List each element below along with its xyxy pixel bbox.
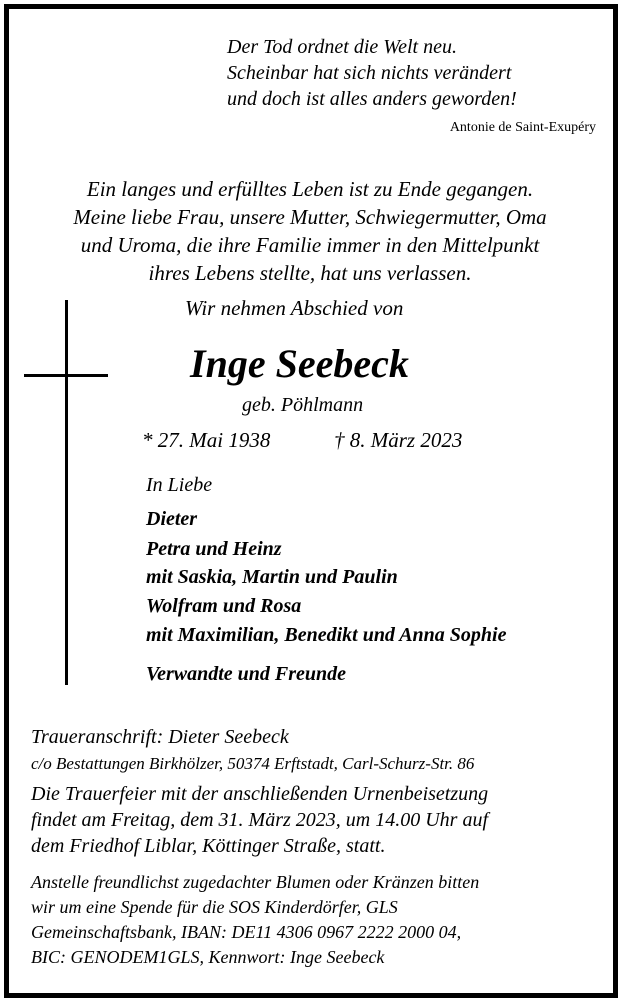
quote-author: Antonie de Saint-Exupéry bbox=[449, 120, 596, 135]
in-love-label: In Liebe bbox=[146, 474, 213, 496]
birth-date: * 27. Mai 1938 bbox=[142, 428, 271, 452]
relatives-line: Verwandte und Freunde bbox=[146, 663, 347, 685]
cross-vertical bbox=[65, 300, 68, 685]
donation-line-2: wir um eine Spende für die SOS Kinderdörfer, GLS bbox=[31, 897, 398, 917]
mourner-line-1: Dieter bbox=[146, 508, 198, 530]
death-date: † 8. März 2023 bbox=[334, 428, 463, 452]
quote-line-1: Der Tod ordnet die Welt neu. bbox=[227, 36, 457, 58]
mourner-line-3: mit Saskia, Martin und Paulin bbox=[146, 566, 398, 588]
ceremony-line-1: Die Trauerfeier mit der anschließenden Urnenbeisetzung bbox=[31, 783, 489, 805]
intro-line-3: und Uroma, die ihre Familie immer in den Mittelpunkt bbox=[80, 233, 540, 257]
donation-line-1: Anstelle freundlichst zugedachter Blumen oder Kränzen bitten bbox=[31, 872, 480, 892]
mourner-line-5: mit Maximilian, Benedikt und Anna Sophie bbox=[146, 624, 507, 646]
mourner-line-4: Wolfram und Rosa bbox=[146, 595, 302, 617]
quote-line-2: Scheinbar hat sich nichts verändert bbox=[227, 62, 512, 84]
mourner-line-2: Petra und Heinz bbox=[146, 538, 282, 560]
address-heading: Traueranschrift: Dieter Seebeck bbox=[31, 726, 289, 748]
deceased-name: Inge Seebeck bbox=[190, 341, 409, 386]
intro-line-4: ihres Lebens stellte, hat uns verlassen. bbox=[148, 261, 472, 285]
address-line: c/o Bestattungen Birkhölzer, 50374 Erftstadt, Carl-Schurz-Str. 86 bbox=[31, 754, 475, 773]
intro-line-1: Ein langes und erfülltes Leben ist zu Ende gegangen. bbox=[86, 177, 534, 201]
ceremony-line-3: dem Friedhof Liblar, Köttinger Straße, statt. bbox=[31, 835, 386, 857]
donation-line-4: BIC: GENODEM1GLS, Kennwort: Inge Seebeck bbox=[31, 947, 385, 967]
intro-line-2: Meine liebe Frau, unsere Mutter, Schwiegermutter, Oma bbox=[73, 205, 547, 229]
donation-line-3: Gemeinschaftsbank, IBAN: DE11 4306 0967 2222 2000 04, bbox=[31, 922, 462, 942]
ceremony-line-2: findet am Freitag, dem 31. März 2023, um 14.00 Uhr auf bbox=[31, 809, 489, 831]
cross-horizontal bbox=[24, 374, 108, 377]
farewell-text: Wir nehmen Abschied von bbox=[185, 296, 404, 320]
birth-name: geb. Pöhlmann bbox=[242, 394, 364, 416]
quote-line-3: und doch ist alles anders geworden! bbox=[227, 88, 517, 110]
